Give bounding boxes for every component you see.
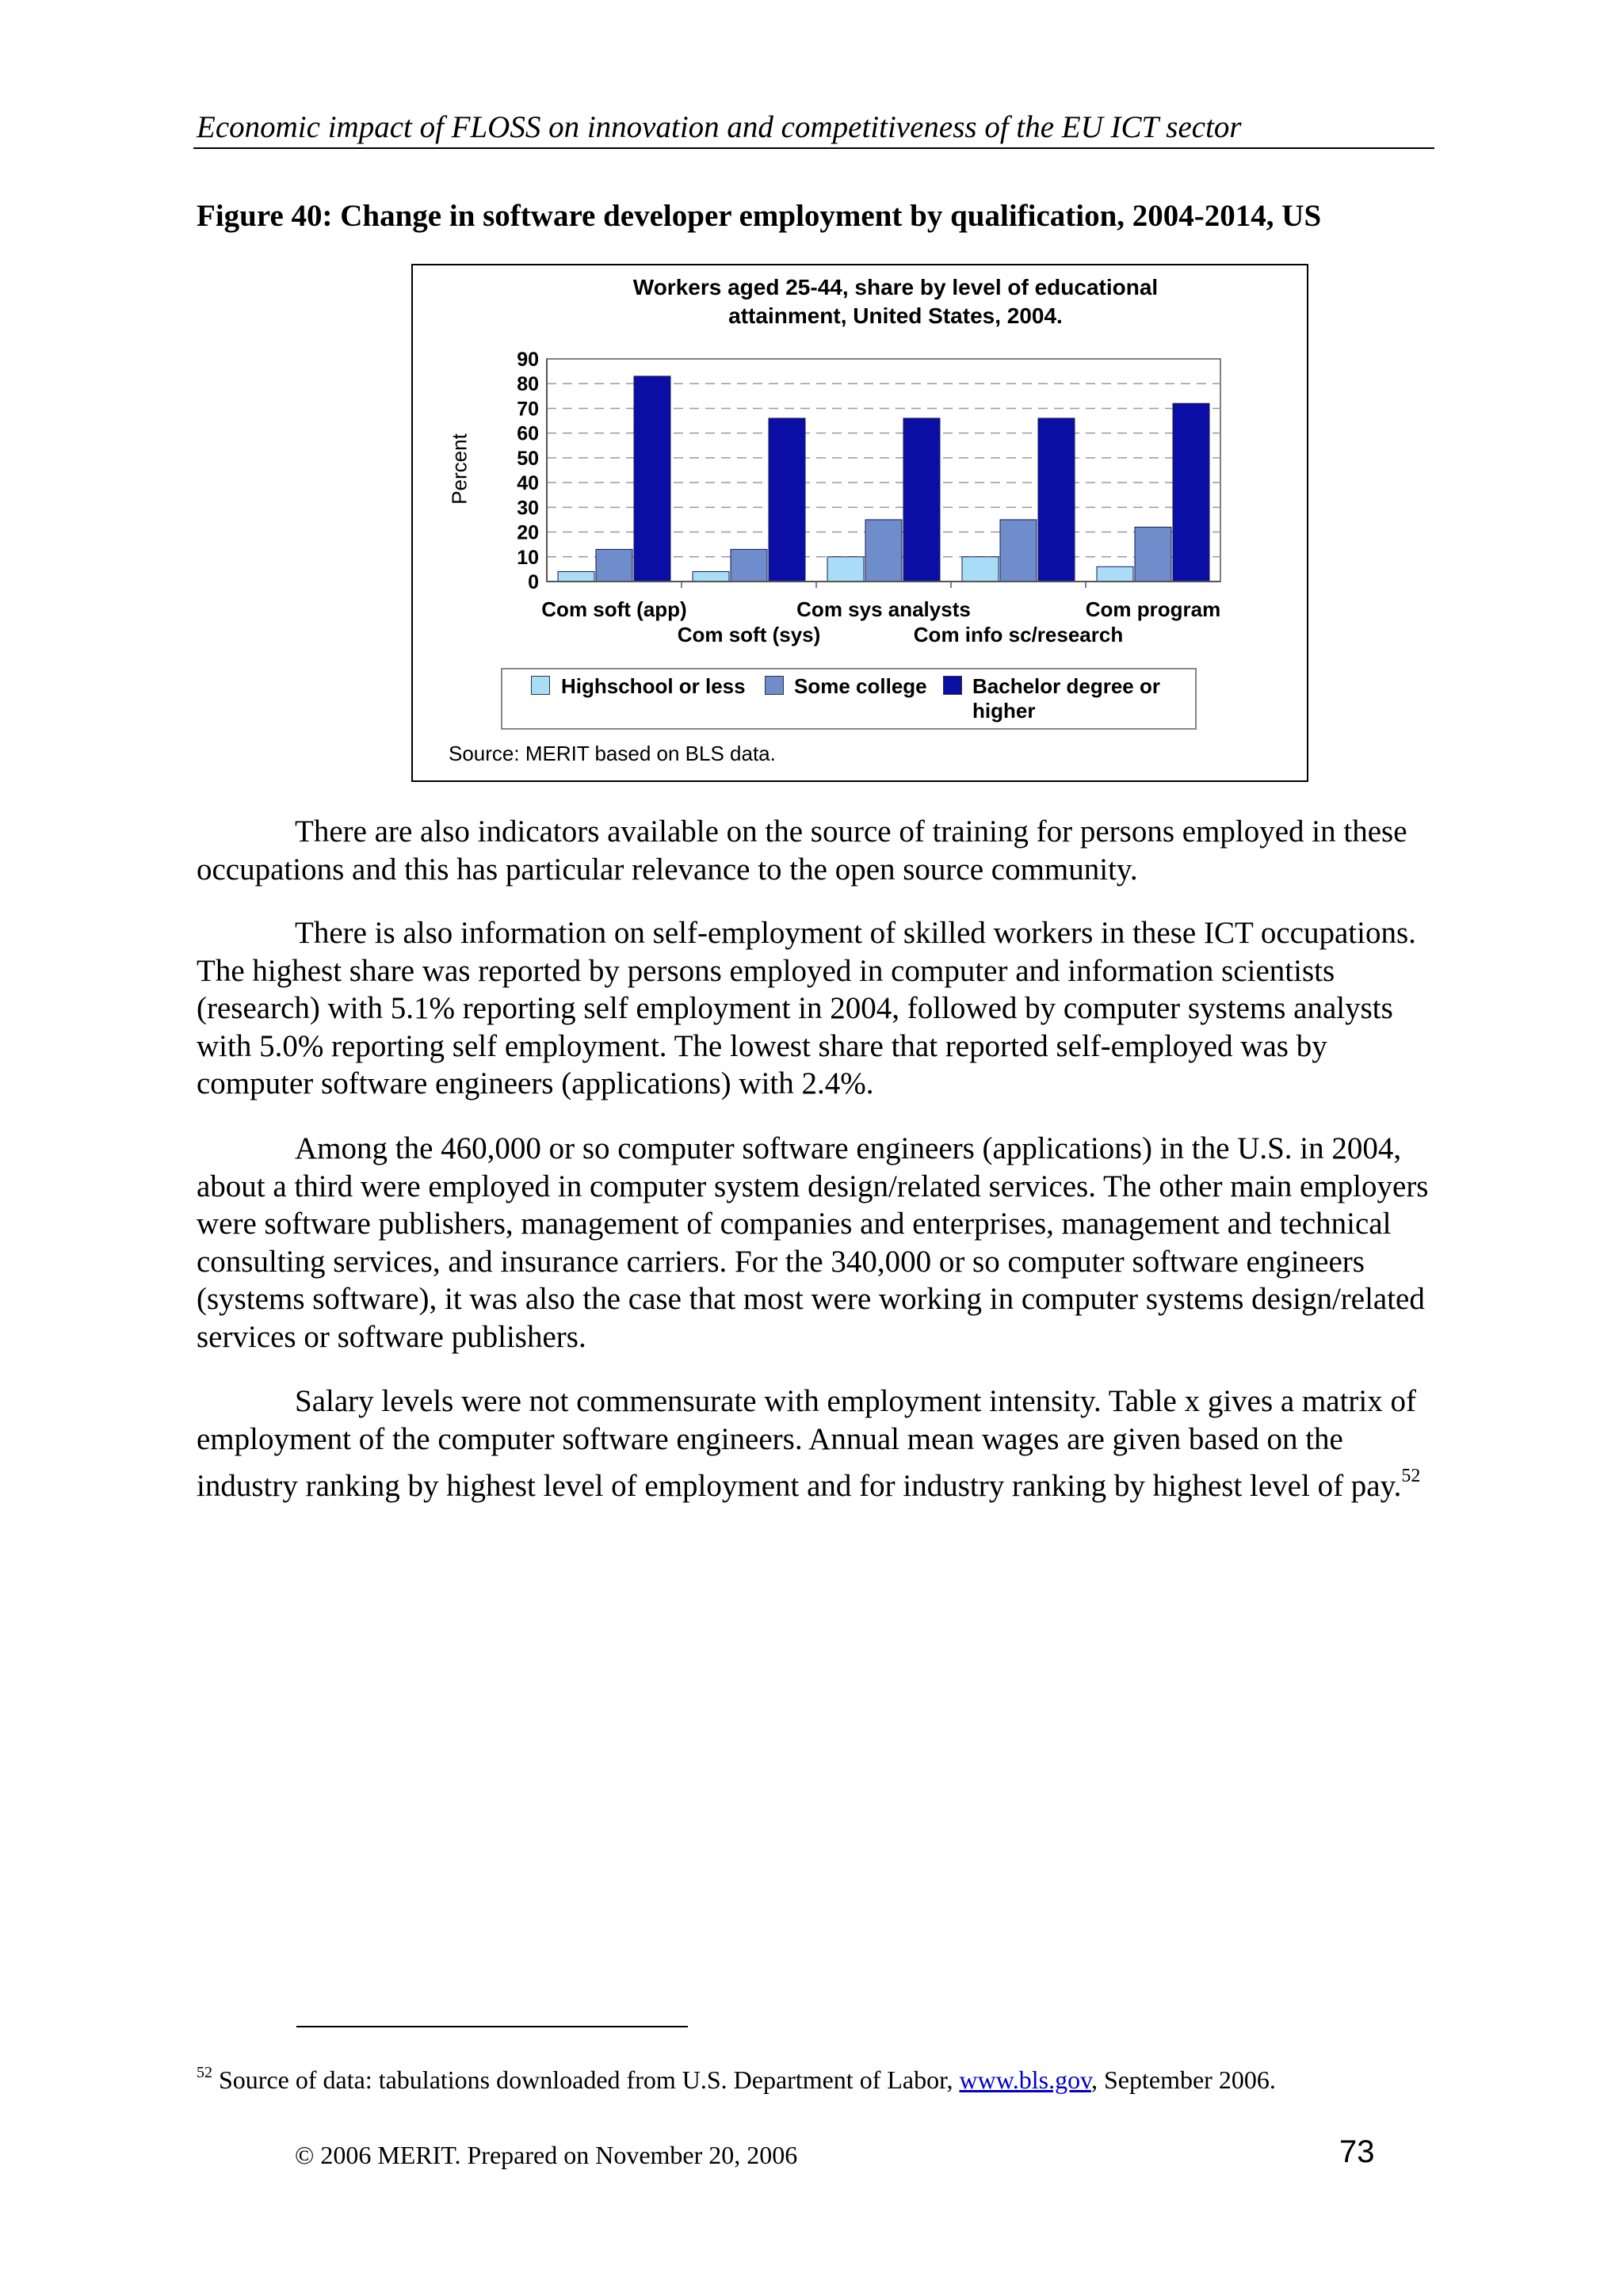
- y-tick-label: 10: [517, 546, 539, 569]
- bar: [558, 572, 594, 582]
- bar: [1038, 418, 1075, 582]
- bar: [769, 418, 805, 582]
- footnote-link[interactable]: www.bls.gov: [959, 2065, 1091, 2094]
- legend-swatch-highschool: [531, 676, 550, 695]
- y-tick-label: 90: [517, 349, 539, 371]
- footnote-reference[interactable]: 52: [1401, 1466, 1421, 1486]
- bar: [1097, 566, 1133, 582]
- x-category-label: Com info sc/research: [913, 623, 1124, 646]
- y-tick-label: 50: [517, 447, 539, 470]
- bar: [865, 520, 902, 582]
- bar: [1173, 403, 1209, 582]
- legend-label-bachelor: [972, 674, 1160, 723]
- footer-copyright: © 2006 MERIT. Prepared on November 20, 2006: [295, 2141, 798, 2169]
- y-tick-label: 70: [517, 398, 539, 421]
- page-number: 73: [1339, 2134, 1375, 2169]
- paragraph-2: There is also information on self-employment of skilled workers in these ICT occupations. The highest share was reported by persons employed in computer and information scientists (research) with 5.1% reporting self employment in 2004, followed by computer systems analysts with 5.0% reporting self employment. The lowest share that reported self-employed was by computer software engineers (applications) with 2.4%.: [197, 916, 1416, 1100]
- chart-source: Source: MERIT based on BLS data.: [449, 742, 776, 765]
- bar: [827, 557, 864, 582]
- running-header: Economic impact of FLOSS on innovation and competitiveness of the EU ICT sector: [197, 110, 1242, 144]
- bar: [962, 557, 999, 582]
- paragraph-4: [197, 1383, 1433, 1505]
- chart-y-axis-label: Percent: [447, 433, 472, 505]
- bar: [1135, 527, 1171, 582]
- y-tick-label: 0: [528, 571, 539, 593]
- paragraph-1: There are also indicators available on the source of training for persons employed in these occupations and this has particular relevance to the open source community.: [197, 814, 1407, 887]
- legend-label-bachelor-line-1: Bachelor degree or: [972, 674, 1160, 698]
- x-category-label: Com soft (app): [541, 597, 687, 621]
- y-tick-label: 40: [517, 472, 539, 495]
- x-category-label: Com sys analysts: [796, 597, 971, 621]
- legend-swatch-bachelor: [943, 676, 962, 695]
- bar: [1000, 520, 1037, 582]
- chart-title-line-1: Workers aged 25-44, share by level of educational: [632, 275, 1159, 299]
- bar: [693, 572, 729, 582]
- y-tick-label: 30: [517, 497, 539, 520]
- footnote-text: Source of data: tabulations downloaded from U.S. Department of Labor,: [219, 2065, 953, 2094]
- footnote: [197, 2064, 1276, 2095]
- y-tick-label: 20: [517, 521, 539, 544]
- paragraph-4-text: Salary levels were not commensurate with employment intensity. Table x gives a matrix of employment of the computer software engineers. Annual mean wages are given based on the industry ranking by highest level of employment and for industry ranking by highest level of pay.: [197, 1384, 1416, 1503]
- x-category-label: Com soft (sys): [677, 623, 821, 646]
- x-category-label: Com program: [1085, 597, 1221, 621]
- y-tick-label: 80: [517, 373, 539, 396]
- bar: [596, 549, 632, 582]
- footnote-number: 52: [197, 2064, 212, 2081]
- figure-caption: Figure 40: Change in software developer employment by qualification, 2004-2014, US: [197, 199, 1322, 233]
- footnote-text-after: , September 2006.: [1090, 2065, 1276, 2094]
- paragraph-3: Among the 460,000 or so computer software engineers (applications) in the U.S. in 2004, about a third were employed in computer system design/related services. The other main employers were software publishers, management of companies and enterprises, management and technical consulting services, and insurance carriers. For the 340,000 or so computer software engineers (systems software), it was also the case that most were working in computer systems design/related services or software publishers.: [197, 1131, 1429, 1354]
- legend-label-some-college: Some college: [794, 674, 927, 698]
- legend-label-highschool: Highschool or less: [561, 674, 746, 698]
- y-tick-label: 60: [517, 422, 539, 445]
- bar: [903, 418, 940, 582]
- bar: [731, 549, 767, 582]
- chart-title-line-2: attainment, United States, 2004.: [728, 303, 1063, 328]
- footnote-rule: [296, 2026, 688, 2027]
- bar: [634, 376, 670, 582]
- legend-label-bachelor-line-2: higher: [972, 699, 1036, 723]
- legend-swatch-some-college: [765, 676, 784, 695]
